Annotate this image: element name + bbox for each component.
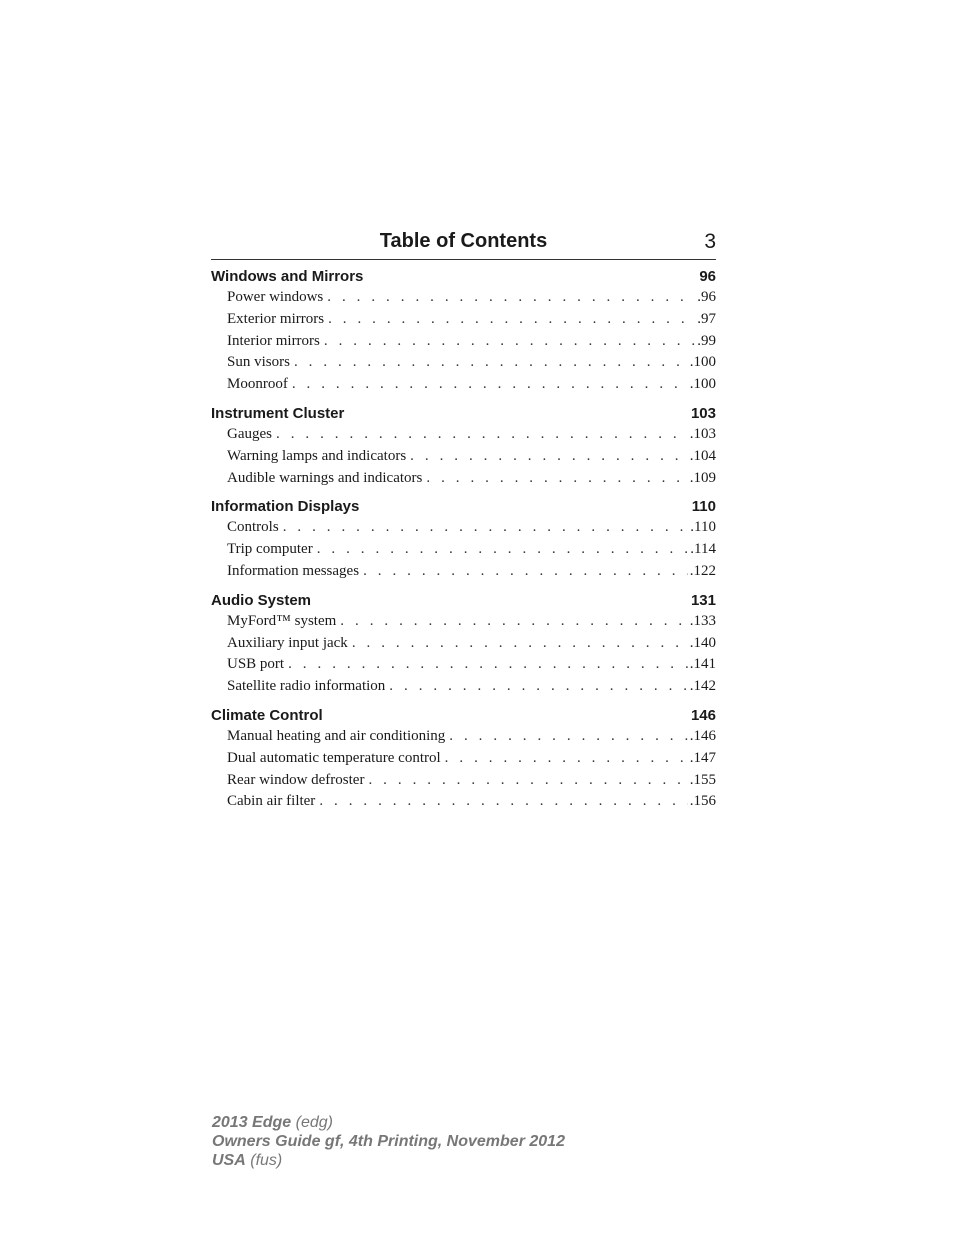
toc-section-page: 103	[690, 404, 716, 422]
toc-entry-label: Warning lamps and indicators	[227, 447, 407, 464]
page-title: Table of Contents	[379, 230, 548, 252]
toc-entry-page: .104	[689, 447, 716, 464]
toc-entry[interactable]	[227, 468, 716, 490]
toc-entry-page: .147	[689, 749, 716, 766]
toc-section	[211, 590, 716, 698]
toc-dot-leader	[276, 424, 688, 446]
toc-section-heading[interactable]	[211, 590, 716, 611]
toc-dot-leader	[352, 633, 688, 655]
toc-entry[interactable]	[227, 770, 716, 792]
toc-dot-leader	[410, 446, 688, 468]
toc-entry-label: USB port	[227, 656, 285, 673]
toc-entry[interactable]	[227, 424, 716, 446]
toc-entry-page: .146	[689, 727, 716, 744]
toc-entry-page: .110	[690, 519, 716, 536]
toc-dot-leader	[340, 611, 687, 633]
toc-section	[211, 705, 716, 813]
footer-model: 2013 Edge	[212, 1114, 292, 1131]
toc-entry-page: .96	[697, 289, 716, 305]
footer-model-code: (edg)	[295, 1114, 333, 1131]
toc-entry[interactable]	[227, 726, 716, 748]
footer-model-line	[212, 1113, 565, 1132]
toc-dot-leader	[327, 287, 695, 309]
toc-dot-leader	[283, 517, 689, 539]
toc-entry-label: Manual heating and air conditioning	[227, 727, 446, 744]
page-footer	[212, 1113, 565, 1170]
toc-dot-leader	[288, 654, 688, 676]
toc-entry[interactable]	[227, 352, 716, 374]
toc-entry-page: .99	[697, 332, 716, 349]
footer-market-line	[212, 1151, 565, 1170]
toc-entry[interactable]	[227, 633, 716, 655]
toc-entry-label: Exterior mirrors	[227, 310, 325, 327]
toc-entry[interactable]	[227, 654, 716, 676]
toc-entry[interactable]	[227, 561, 716, 583]
toc-section	[211, 266, 716, 396]
toc-entry-page: .100	[689, 376, 716, 393]
toc-dot-leader	[368, 770, 687, 792]
toc-entry-label: Cabin air filter	[227, 793, 316, 810]
toc-dot-leader	[426, 468, 687, 490]
footer-guide-line	[212, 1132, 565, 1151]
toc-dot-leader	[324, 331, 695, 353]
toc-section-title: Climate Control	[211, 706, 323, 724]
toc-dot-leader	[389, 676, 687, 698]
toc-section	[211, 496, 716, 582]
toc-entry[interactable]	[227, 611, 716, 633]
toc-entry[interactable]	[227, 446, 716, 468]
toc-dot-leader	[294, 352, 688, 374]
toc-entry[interactable]	[227, 374, 716, 396]
toc-entry[interactable]	[227, 331, 716, 353]
toc-section-title: Audio System	[211, 591, 312, 609]
toc-dot-leader	[445, 748, 688, 770]
toc-entry-label: Dual automatic temperature control	[227, 749, 441, 766]
toc-dot-leader	[328, 309, 695, 331]
toc-entry[interactable]	[227, 287, 716, 309]
toc-section-title: Windows and Mirrors	[211, 268, 364, 285]
toc-section-heading[interactable]	[211, 496, 716, 517]
toc-section-page: 110	[691, 498, 716, 516]
toc-entry-label: Controls	[227, 519, 279, 536]
toc-entry-label: Trip computer	[227, 541, 313, 558]
toc-entry[interactable]	[227, 676, 716, 698]
toc-section	[211, 403, 716, 489]
toc-entry-page: .122	[689, 562, 716, 579]
footer-market-code: (fus)	[250, 1152, 283, 1169]
toc-entry-page: .133	[689, 612, 716, 629]
toc-entry-page: .141	[689, 656, 716, 673]
toc-entry-page: .103	[689, 425, 716, 442]
toc-entry-label: Rear window defroster	[227, 771, 365, 788]
toc-entry-label: Auxiliary input jack	[227, 634, 348, 651]
toc-entry-label: Moonroof	[227, 376, 288, 393]
toc-entry[interactable]	[227, 748, 716, 770]
toc-entry[interactable]	[227, 791, 716, 813]
toc-section-heading[interactable]	[211, 403, 716, 424]
toc-entry-page: .140	[689, 634, 716, 651]
toc-section-title: Instrument Cluster	[211, 404, 345, 422]
toc-entry-label: Audible warnings and indicators	[227, 469, 423, 486]
toc-entry-page: .155	[689, 771, 716, 788]
toc-entry-label: Gauges	[227, 425, 272, 442]
toc-entry-label: Power windows	[227, 289, 324, 305]
toc-entry-page: .114	[690, 541, 716, 558]
toc-entry-label: MyFord™ system	[227, 612, 337, 629]
toc-dot-leader	[317, 539, 689, 561]
toc-entry-page: .109	[689, 469, 716, 486]
footer-guide: Owners Guide gf, 4th Printing, November 2012	[212, 1133, 565, 1150]
toc-dot-leader	[319, 791, 687, 813]
toc-dot-leader	[363, 561, 688, 583]
toc-entry-page: .97	[697, 310, 716, 327]
page-header	[211, 228, 716, 260]
toc-dot-leader	[292, 374, 688, 396]
toc-entry-page: .100	[689, 354, 716, 371]
toc-section-page: 96	[699, 268, 716, 285]
toc-entry[interactable]	[227, 309, 716, 331]
toc-entry-label: Information messages	[227, 562, 360, 579]
toc-section-heading[interactable]	[211, 705, 716, 726]
toc-section-page: 131	[690, 591, 716, 609]
toc-entry-page: .156	[689, 793, 716, 810]
page-number: 3	[704, 230, 716, 253]
toc-section-title: Information Displays	[211, 498, 360, 516]
toc-entry-label: Satellite radio information	[227, 678, 386, 695]
toc-entry-page: .142	[689, 678, 716, 695]
toc-entry[interactable]	[227, 517, 716, 539]
toc-entry-label: Sun visors	[227, 354, 290, 371]
table-of-contents	[211, 266, 716, 820]
toc-dot-leader	[449, 726, 687, 748]
toc-entry-label: Interior mirrors	[227, 332, 320, 349]
toc-entry[interactable]	[227, 539, 716, 561]
toc-section-page: 146	[690, 706, 716, 724]
toc-section-heading[interactable]	[211, 266, 716, 287]
footer-market: USA	[212, 1152, 246, 1169]
